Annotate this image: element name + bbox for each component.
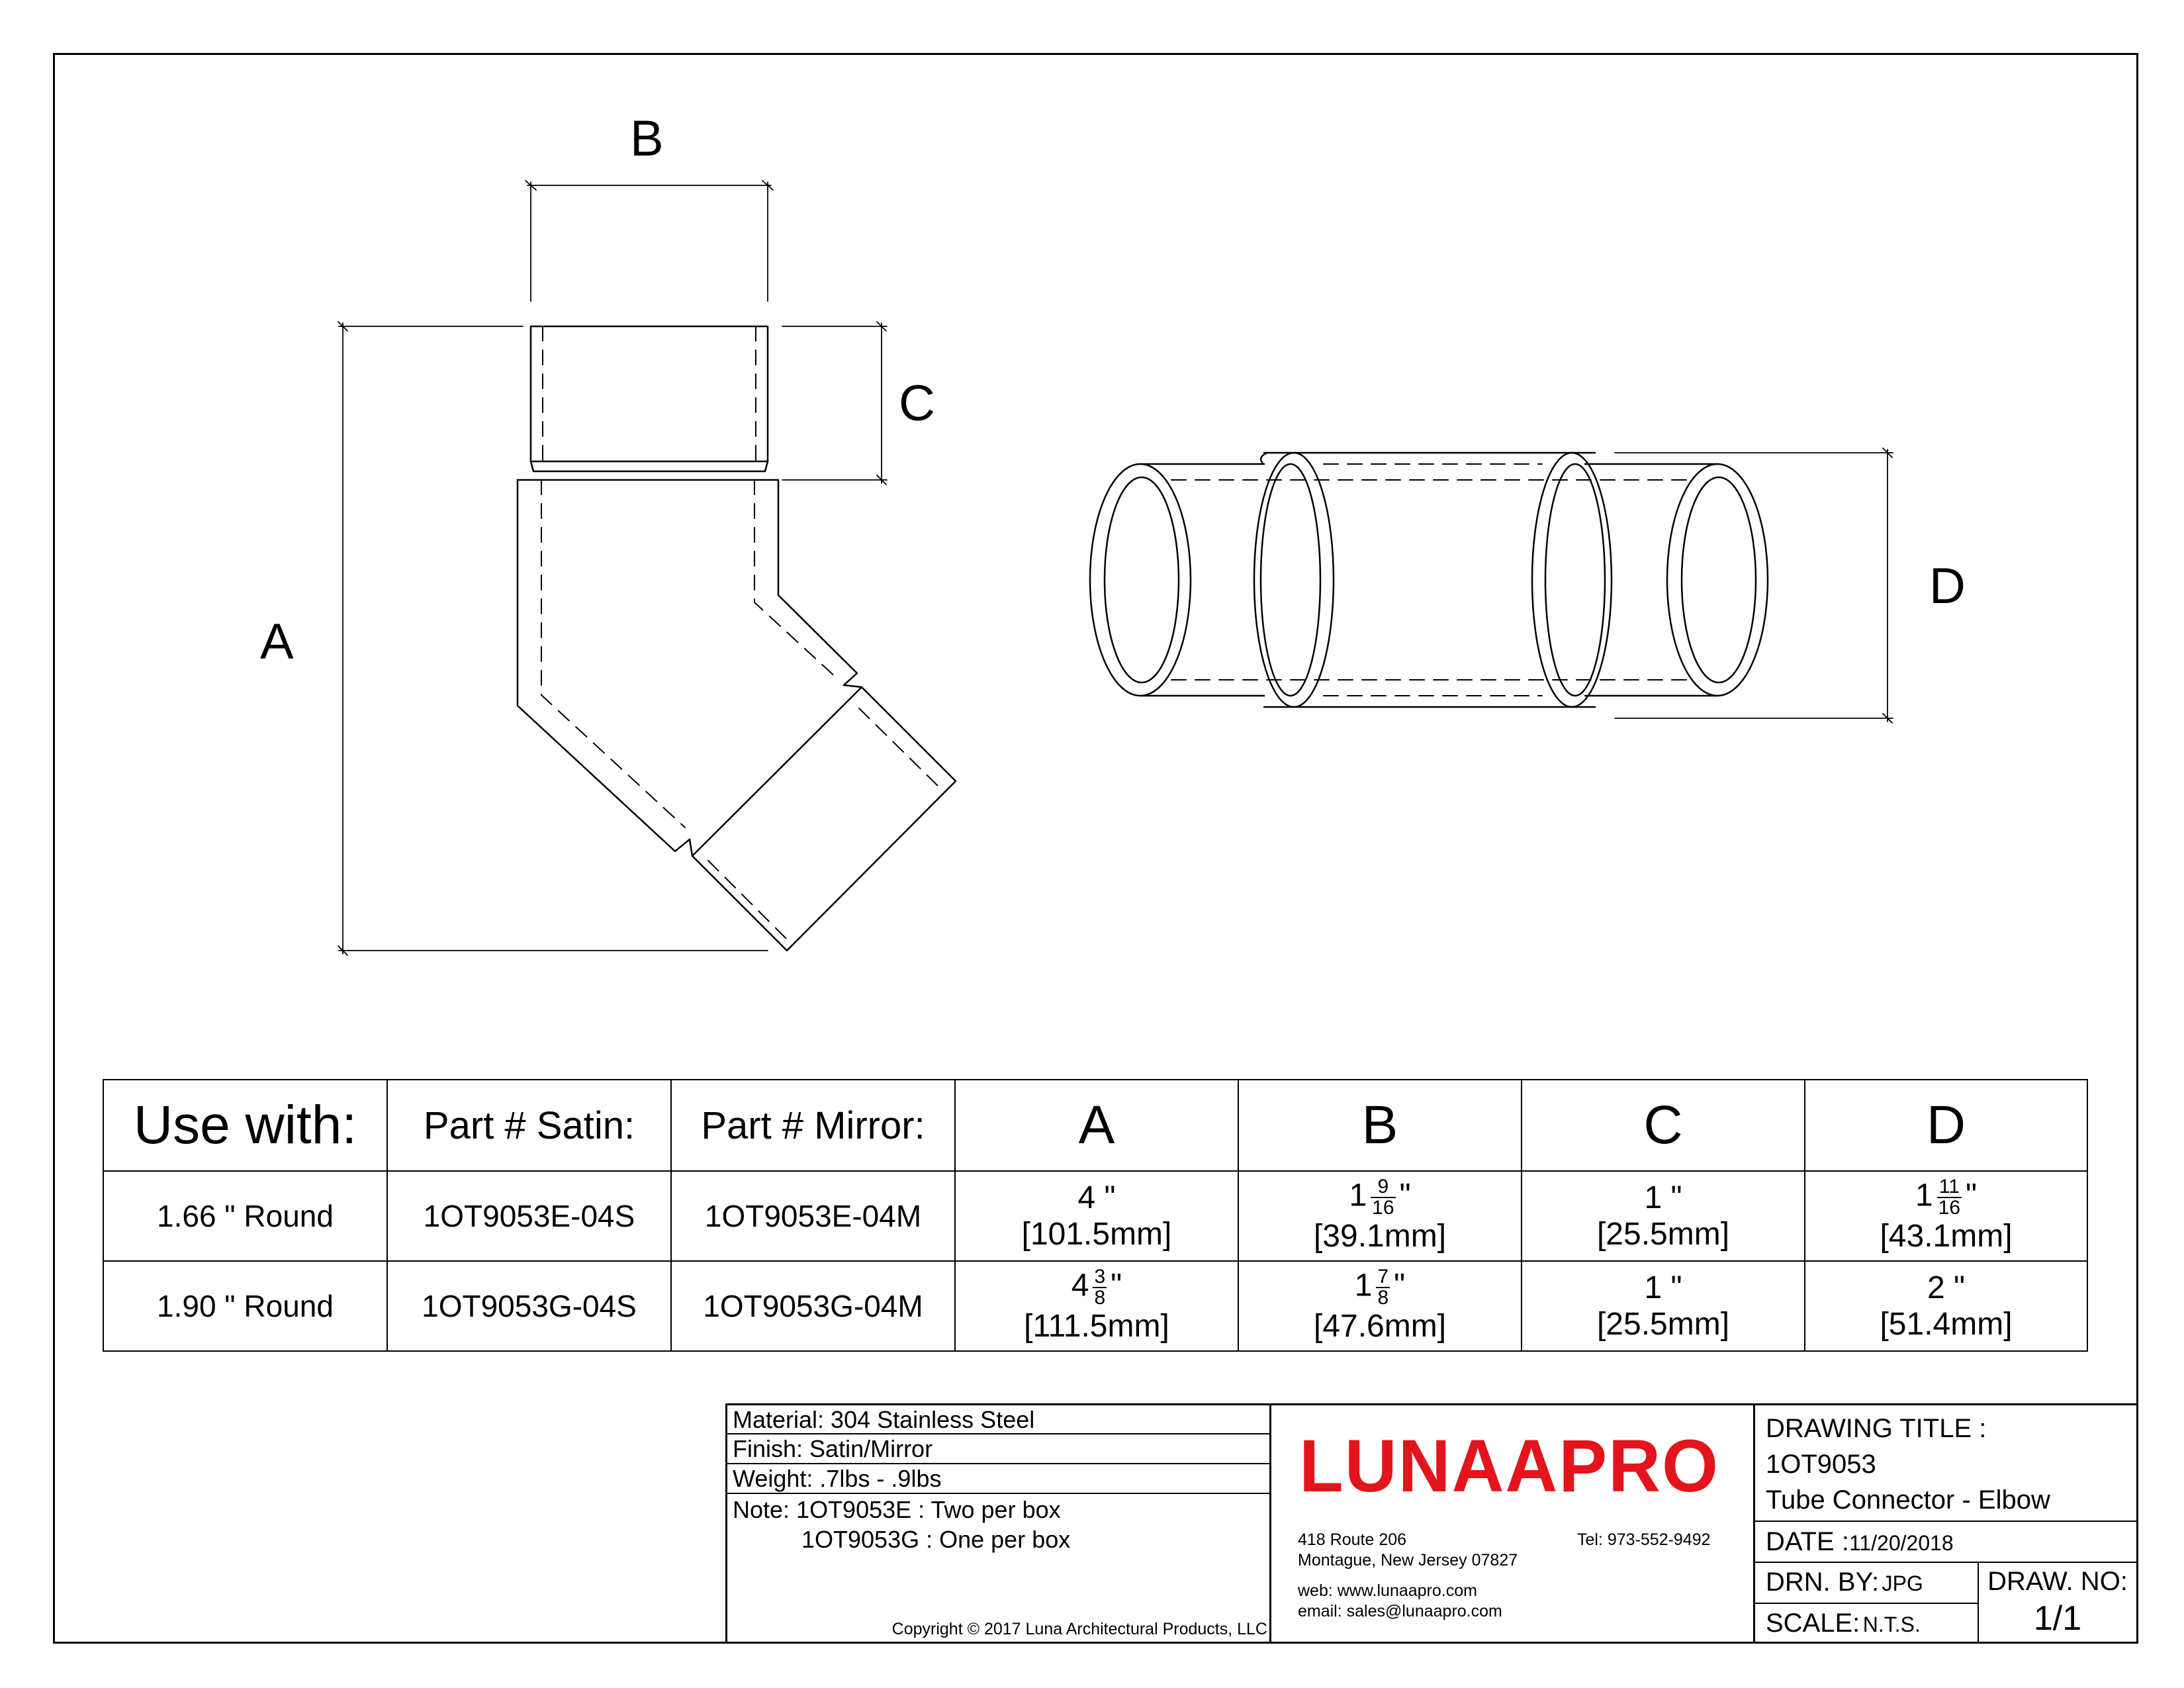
side-dimension-lines: [1615, 448, 1893, 723]
dim-a-cell: [955, 1261, 1238, 1351]
dim-unit: ": [1399, 1178, 1411, 1214]
table-row: [103, 1261, 2087, 1351]
dim-metric: [39.1mm]: [1313, 1219, 1447, 1254]
dim-unit: ": [1104, 1180, 1116, 1215]
dim-fraction: [1093, 1267, 1107, 1308]
fraction-numerator: 11: [1937, 1177, 1962, 1198]
scale-value: N.T.S.: [1862, 1613, 1921, 1636]
copyright-text: Copyright © 2017 Luna Architectural Products, LLC: [891, 1620, 1267, 1638]
title-block-company: [1269, 1403, 1755, 1644]
part-mirror-cell: 1OT9053E-04M: [671, 1171, 955, 1261]
note-line-1: Note: 1OT9053E : Two per box: [733, 1496, 1061, 1523]
dim-c-cell: [1522, 1261, 1805, 1351]
dim-imperial: [1239, 1177, 1521, 1218]
finish-text: Finish: Satin/Mirror: [727, 1434, 1271, 1464]
dim-whole: 1: [1354, 1268, 1373, 1304]
lunaapro-logo: [1299, 1430, 1723, 1503]
dim-label-b: B: [630, 111, 664, 167]
dim-metric: [51.4mm]: [1880, 1307, 2013, 1342]
dim-whole: 1: [1915, 1178, 1933, 1214]
header-a: A: [955, 1080, 1238, 1171]
dim-c-cell: [1522, 1171, 1805, 1261]
logo-text: LUNAAPRO: [1299, 1430, 1719, 1503]
title-block-drawing-info: [1753, 1403, 2138, 1644]
dim-imperial: [1239, 1267, 1521, 1308]
dim-d-cell: [1805, 1261, 2087, 1351]
address-line-2: Montague, New Jersey 07827: [1298, 1551, 1518, 1570]
header-part-satin: Part # Satin:: [387, 1080, 671, 1171]
dim-metric: [25.5mm]: [1596, 1217, 1730, 1252]
date-label: DATE :: [1766, 1527, 1849, 1556]
dim-metric: [47.6mm]: [1313, 1309, 1447, 1344]
dim-unit: ": [1670, 1180, 1682, 1215]
header-b: B: [1238, 1080, 1522, 1171]
header-c: C: [1522, 1080, 1805, 1171]
email-link[interactable]: email: sales@lunaapro.com: [1298, 1602, 1502, 1620]
date-value: 11/20/2018: [1848, 1531, 1954, 1555]
dim-fraction: [1376, 1267, 1390, 1308]
elbow-hidden-lines: [541, 326, 940, 940]
side-hidden-lines: [1171, 464, 1688, 696]
header-d: D: [1805, 1080, 2087, 1171]
dim-imperial: [1522, 1270, 1804, 1306]
part-satin-cell: 1OT9053E-04S: [387, 1171, 671, 1261]
use-with-cell: 1.90 " Round: [103, 1261, 387, 1351]
telephone: Tel: 973-552-9492: [1577, 1530, 1711, 1549]
draw-no-value: 1/1: [2033, 1599, 2082, 1638]
table-header-row: [103, 1080, 2087, 1171]
drawing-name: Tube Connector - Elbow: [1766, 1485, 2050, 1515]
dim-fraction: [1371, 1177, 1395, 1218]
title-block-notes: [725, 1403, 1271, 1644]
dim-fraction: [1937, 1177, 1962, 1218]
side-view: [1090, 453, 1768, 707]
dim-imperial: [956, 1180, 1238, 1216]
weight-text: Weight: .7lbs - .9lbs: [727, 1464, 1271, 1494]
fraction-numerator: 3: [1094, 1266, 1106, 1288]
spec-table: [103, 1079, 2088, 1352]
dim-whole: 2: [1927, 1270, 1945, 1305]
table-row: [103, 1171, 2087, 1261]
fraction-denominator: 16: [1372, 1197, 1394, 1219]
fraction-denominator: 8: [1094, 1287, 1106, 1309]
dim-unit: ": [1111, 1268, 1122, 1304]
dim-b-cell: [1238, 1171, 1522, 1261]
elbow-dimension-lines: [338, 181, 887, 955]
address-line-1: 418 Route 206: [1298, 1530, 1407, 1549]
dim-metric: [43.1mm]: [1880, 1219, 2013, 1254]
elbow-view: [518, 326, 956, 951]
dim-d-cell: [1805, 1171, 2087, 1261]
dim-a-cell: [955, 1171, 1238, 1261]
fraction-denominator: 8: [1377, 1287, 1389, 1309]
drawn-by-label: DRN. BY:: [1766, 1568, 1880, 1597]
dim-metric: [25.5mm]: [1596, 1307, 1730, 1342]
dim-label-d: D: [1929, 558, 1966, 614]
fraction-numerator: 9: [1371, 1177, 1395, 1198]
note-line-2: 1OT9053G : One per box: [801, 1526, 1071, 1553]
dim-imperial: [1522, 1180, 1804, 1216]
dim-label-a: A: [260, 614, 294, 670]
website-link[interactable]: web: www.lunaapro.com: [1298, 1581, 1477, 1600]
dim-whole: 1: [1644, 1180, 1662, 1215]
material-text: Material: 304 Stainless Steel: [727, 1405, 1271, 1434]
dim-whole: 4: [1071, 1268, 1089, 1304]
fraction-denominator: 16: [1938, 1197, 1961, 1219]
dim-unit: ": [1670, 1270, 1682, 1305]
dim-b-cell: [1238, 1261, 1522, 1351]
dim-imperial: [956, 1267, 1238, 1308]
dim-unit: ": [1966, 1178, 1978, 1214]
dim-unit: ": [1394, 1268, 1406, 1304]
header-part-mirror: Part # Mirror:: [671, 1080, 955, 1171]
draw-no-label: DRAW. NO:: [1987, 1567, 2128, 1596]
drawing-number: 1OT9053: [1766, 1450, 1876, 1479]
drawn-by-value: JPG: [1882, 1571, 1923, 1595]
drawing-title-label: DRAWING TITLE :: [1766, 1414, 1987, 1443]
part-mirror-cell: 1OT9053G-04M: [671, 1261, 955, 1351]
header-use-with: Use with:: [103, 1080, 387, 1171]
dim-label-c: C: [899, 375, 935, 432]
dim-whole: 4: [1077, 1180, 1096, 1215]
fraction-numerator: 7: [1377, 1266, 1389, 1288]
dim-whole: 1: [1644, 1270, 1662, 1305]
scale-label: SCALE:: [1766, 1609, 1860, 1638]
use-with-cell: 1.66 " Round: [103, 1171, 387, 1261]
dim-unit: ": [1954, 1270, 1966, 1305]
part-satin-cell: 1OT9053G-04S: [387, 1261, 671, 1351]
dim-imperial: [1805, 1177, 2087, 1218]
dim-imperial: [1805, 1270, 2087, 1306]
dim-whole: 1: [1349, 1178, 1367, 1214]
dim-metric: [111.5mm]: [1024, 1309, 1169, 1344]
dim-metric: [101.5mm]: [1021, 1217, 1172, 1252]
